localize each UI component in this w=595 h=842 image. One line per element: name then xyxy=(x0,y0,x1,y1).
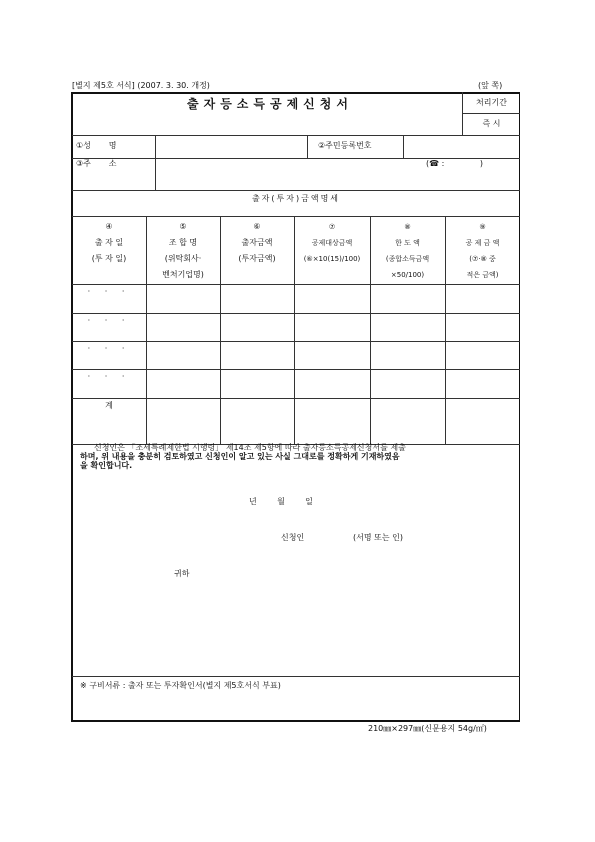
form-title: 출자등소득공제신청서 xyxy=(187,97,353,111)
total-label: 계 xyxy=(105,401,113,410)
address-label: ③주 소 xyxy=(76,159,117,168)
date-line[interactable]: 년 월 일 xyxy=(249,497,313,506)
row-line xyxy=(72,190,520,191)
resident-number-label: ②주민등록번호 xyxy=(318,141,372,150)
column-header-investment-amount: ⑥ 출자금액 (투자금액) xyxy=(238,222,276,263)
row-line xyxy=(72,216,520,217)
address-field[interactable] xyxy=(157,160,417,188)
row-line xyxy=(72,284,520,285)
processing-period-label: 처리기간 xyxy=(476,98,507,107)
row-1-date[interactable]: · · · xyxy=(87,287,131,296)
row-line xyxy=(72,341,520,342)
applicant-signature-label: 신청인 xyxy=(281,533,305,542)
recipient-label: 귀하 xyxy=(174,569,190,578)
column-header-deduction-amount: ⑨ 공 제 금 액 (⑦·⑧ 중 적은 금액) xyxy=(465,223,500,279)
row-4-date[interactable]: · · · xyxy=(87,372,131,381)
column-header-deductible-amount: ⑦ 공제대상금액 (⑥×10(15)/100) xyxy=(303,223,361,263)
signature-note: (서명 또는 인) xyxy=(353,533,403,542)
name-divider xyxy=(307,135,308,158)
column-header-limit: ⑧ 한 도 액 (종합소득금액 ×50/100) xyxy=(385,223,430,279)
page-side-label: (앞 쪽) xyxy=(478,81,503,90)
row-2-date[interactable]: · · · xyxy=(87,316,131,325)
name-label: ①성 명 xyxy=(76,141,117,150)
row-line xyxy=(72,398,520,399)
processing-period-value: 즉 시 xyxy=(482,119,501,128)
label-divider xyxy=(155,135,156,190)
section-title: 출자(투자)금액명세 xyxy=(251,194,341,203)
row-line xyxy=(72,135,520,136)
column-header-investment-date: ④ 출 자 일 (투 자 일) xyxy=(91,222,127,263)
row-3-date[interactable]: · · · xyxy=(87,344,131,353)
required-documents-note: ※ 구비서류 : 출자 또는 투자확인서(별지 제5호서식 부표) xyxy=(80,681,281,690)
processing-separator xyxy=(462,113,520,114)
phone-field[interactable]: (☎ : ) xyxy=(426,159,484,168)
resident-number-field[interactable] xyxy=(404,137,518,156)
paper-spec: 210㎜×297㎜(신문용지 54g/㎡) xyxy=(368,724,487,733)
column-header-fund-name: ⑤ 조 합 명 (위탁회사· 벤처기업명) xyxy=(162,222,204,279)
name-field[interactable] xyxy=(157,137,305,156)
row-line xyxy=(72,676,520,677)
form-reference: [별지 제5호 서식] (2007. 3. 30. 개정) xyxy=(72,81,210,90)
row-line xyxy=(72,369,520,370)
row-line xyxy=(72,313,520,314)
declaration-statement: 신청인은 「조세특례제한법 시행령」 제14조 제5항에 따라 출자등소득공제신청서를 제출 하며, 위 내용을 충분히 검토하였고 신청인이 알고 있는 사실 그대로를 정확하게 기재하였음 을 확인합니다. xyxy=(80,443,406,470)
